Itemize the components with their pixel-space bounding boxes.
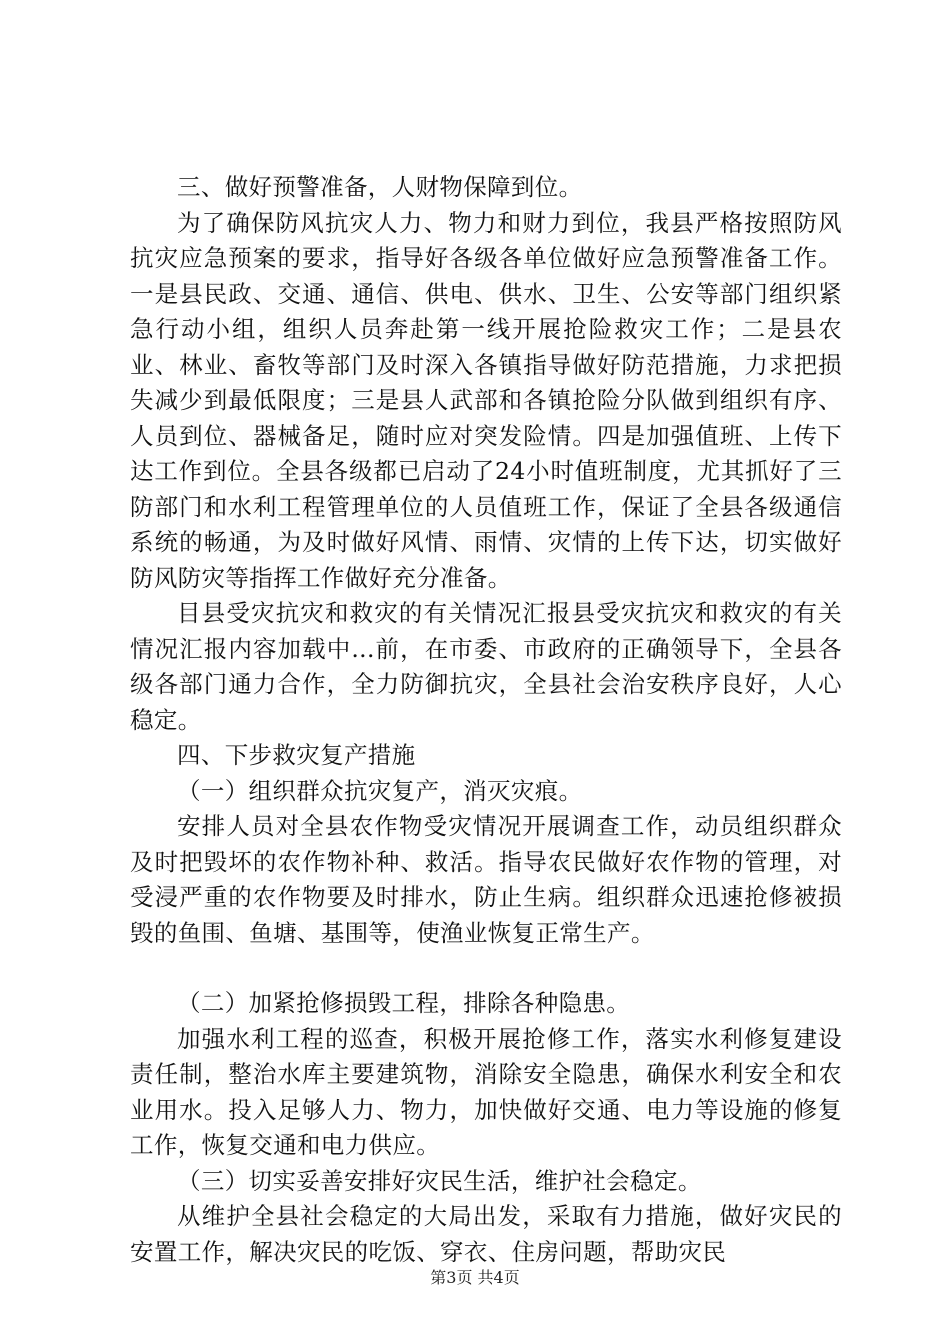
subheading-2: （二）加紧抢修损毁工程，排除各种隐患。	[177, 989, 631, 1017]
paragraph-recovery-production: 安排人员对全县农作物受灾情况开展调查工作，动员组织群众及时把毁坏的农作物补种、救活。指导农民做好农作物的管理，对受浸严重的农作物要及时排水，防止生病。组织群众迅速抢修被损毁的鱼围、鱼塘、基围等，使渔业恢复正常生产。	[130, 812, 842, 947]
paragraph-current-situation: 目县受灾抗灾和救灾的有关情况汇报县受灾抗灾和救灾的有关情况汇报内容加载中...前，在市委、市政府的正确领导下，全县各级各部门通力合作，全力防御抗灾，全县社会治安秩序良好，人心稳定。	[130, 599, 842, 734]
section-heading-4: 四、下步救灾复产措施	[177, 741, 416, 769]
paragraph-gap	[130, 951, 842, 986]
section-heading-3: 三、做好预警准备，人财物保障到位。	[177, 173, 583, 201]
subheading-1: （一）组织群众抗灾复产，消灭灾痕。	[177, 776, 583, 805]
page-number-footer: 第3页 共4页	[430, 1268, 520, 1287]
paragraph-repair-works: 加强水利工程的巡查，积极开展抢修工作，落实水利修复建设责任制，整治水库主要建筑物，消除安全隐患，确保水利安全和农业用水。投入足够人力、物力，加快做好交通、电力等设施的修复工作，恢复交通和电力供应。	[130, 1024, 842, 1159]
subheading-3: （三）切实妥善安排好灾民生活，维护社会稳定。	[177, 1166, 702, 1195]
document-body	[130, 170, 842, 1270]
paragraph-warning-preparation: 为了确保防风抗灾人力、物力和财力到位，我县严格按照防风抗灾应急预案的要求，指导好各级各单位做好应急预警准备工作。一是县民政、交通、通信、供电、供水、卫生、公安等部门组织紧急行动小组，组织人员奔赴第一线开展抢险救灾工作；二是县农业、林业、畜牧等部门及时深入各镇指导做好防范措施，力求把损失减少到最低限度；三是县人武部和各镇抢险分队做到组织有序、人员到位、器械备足，随时应对突发险情。四是加强值班、上传下达工作到位。全县各级都已启动了24小时值班制度，尤其抓好了三防部门和水利工程管理单位的人员值班工作，保证了全县各级通信系统的畅通，为及时做好风情、雨情、灾情的上传下达，切实做好防风防灾等指挥工作做好充分准备。	[130, 208, 842, 592]
paragraph-victim-resettlement: 从维护全县社会稳定的大局出发，采取有力措施，做好灾民的安置工作，解决灾民的吃饭、穿衣、住房问题，帮助灾民	[130, 1202, 842, 1266]
